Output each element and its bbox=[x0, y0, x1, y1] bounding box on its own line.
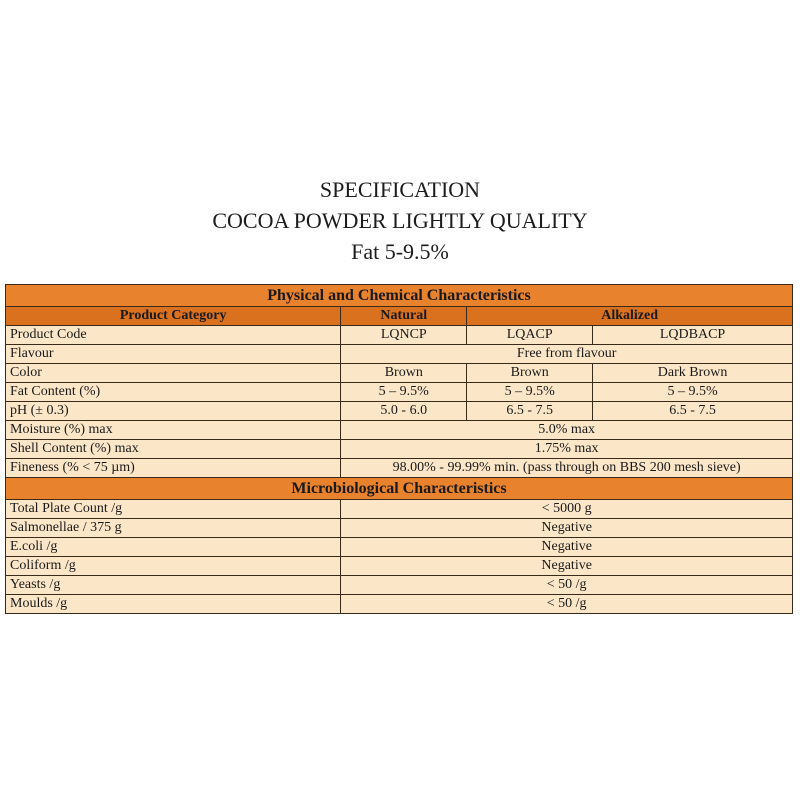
row-label: Product Code bbox=[6, 326, 341, 345]
title-fat-range: Fat 5-9.5% bbox=[351, 239, 449, 264]
row-label: Salmonellae / 375 g bbox=[6, 519, 341, 538]
table-row bbox=[6, 440, 793, 459]
row-label: Moisture (%) max bbox=[6, 421, 341, 440]
table-row bbox=[6, 326, 793, 345]
table-row bbox=[6, 538, 793, 557]
row-label: Fineness (% < 75 µm) bbox=[6, 459, 341, 478]
cell-value: < 5000 g bbox=[341, 500, 793, 519]
table-row bbox=[6, 519, 793, 538]
title-product-name: COCOA POWDER LIGHTLY QUALITY bbox=[212, 208, 588, 233]
cell-value: Free from flavour bbox=[341, 345, 793, 364]
cell-alkalized-2: 6.5 - 7.5 bbox=[593, 402, 793, 421]
cell-alkalized-1: LQACP bbox=[467, 326, 593, 345]
cell-alkalized-1: 5 – 9.5% bbox=[467, 383, 593, 402]
section-physical-chemical bbox=[6, 285, 793, 307]
row-label: Yeasts /g bbox=[6, 576, 341, 595]
cell-alkalized-2: 5 – 9.5% bbox=[593, 383, 793, 402]
header-row bbox=[6, 307, 793, 326]
row-label: Moulds /g bbox=[6, 595, 341, 614]
table-row bbox=[6, 345, 793, 364]
section-microbiological bbox=[6, 478, 793, 500]
cell-value: 1.75% max bbox=[341, 440, 793, 459]
cell-alkalized-2: Dark Brown bbox=[593, 364, 793, 383]
table-row bbox=[6, 421, 793, 440]
table-row bbox=[6, 383, 793, 402]
table-row bbox=[6, 402, 793, 421]
specification-table bbox=[5, 284, 793, 614]
title-specification: SPECIFICATION bbox=[319, 177, 481, 202]
cell-natural: 5 – 9.5% bbox=[341, 383, 467, 402]
table-row bbox=[6, 500, 793, 519]
cell-alkalized-1: Brown bbox=[467, 364, 593, 383]
header-product-category: Product Category bbox=[6, 307, 341, 326]
row-label: Flavour bbox=[6, 345, 341, 364]
cell-natural: 5.0 - 6.0 bbox=[341, 402, 467, 421]
row-label: Color bbox=[6, 364, 341, 383]
row-label: pH (± 0.3) bbox=[6, 402, 341, 421]
cell-value: 5.0% max bbox=[341, 421, 793, 440]
table-row bbox=[6, 459, 793, 478]
header-alkalized: Alkalized bbox=[467, 307, 793, 326]
cell-value: < 50 /g bbox=[341, 595, 793, 614]
row-label: E.coli /g bbox=[6, 538, 341, 557]
cell-value: Negative bbox=[341, 557, 793, 576]
cell-value: 98.00% - 99.99% min. (pass through on BBS 200 mesh sieve) bbox=[341, 459, 793, 478]
cell-alkalized-1: 6.5 - 7.5 bbox=[467, 402, 593, 421]
cell-value: < 50 /g bbox=[341, 576, 793, 595]
cell-alkalized-2: LQDBACP bbox=[593, 326, 793, 345]
header-natural: Natural bbox=[341, 307, 467, 326]
row-label: Fat Content (%) bbox=[6, 383, 341, 402]
table-row bbox=[6, 595, 793, 614]
document-title bbox=[0, 174, 800, 267]
row-label: Coliform /g bbox=[6, 557, 341, 576]
cell-value: Negative bbox=[341, 538, 793, 557]
row-label: Total Plate Count /g bbox=[6, 500, 341, 519]
section-title-physical: Physical and Chemical Characteristics bbox=[6, 285, 793, 307]
table-row bbox=[6, 576, 793, 595]
cell-value: Negative bbox=[341, 519, 793, 538]
table-row bbox=[6, 364, 793, 383]
section-title-micro: Microbiological Characteristics bbox=[6, 478, 793, 500]
row-label: Shell Content (%) max bbox=[6, 440, 341, 459]
cell-natural: Brown bbox=[341, 364, 467, 383]
cell-natural: LQNCP bbox=[341, 326, 467, 345]
table-row bbox=[6, 557, 793, 576]
